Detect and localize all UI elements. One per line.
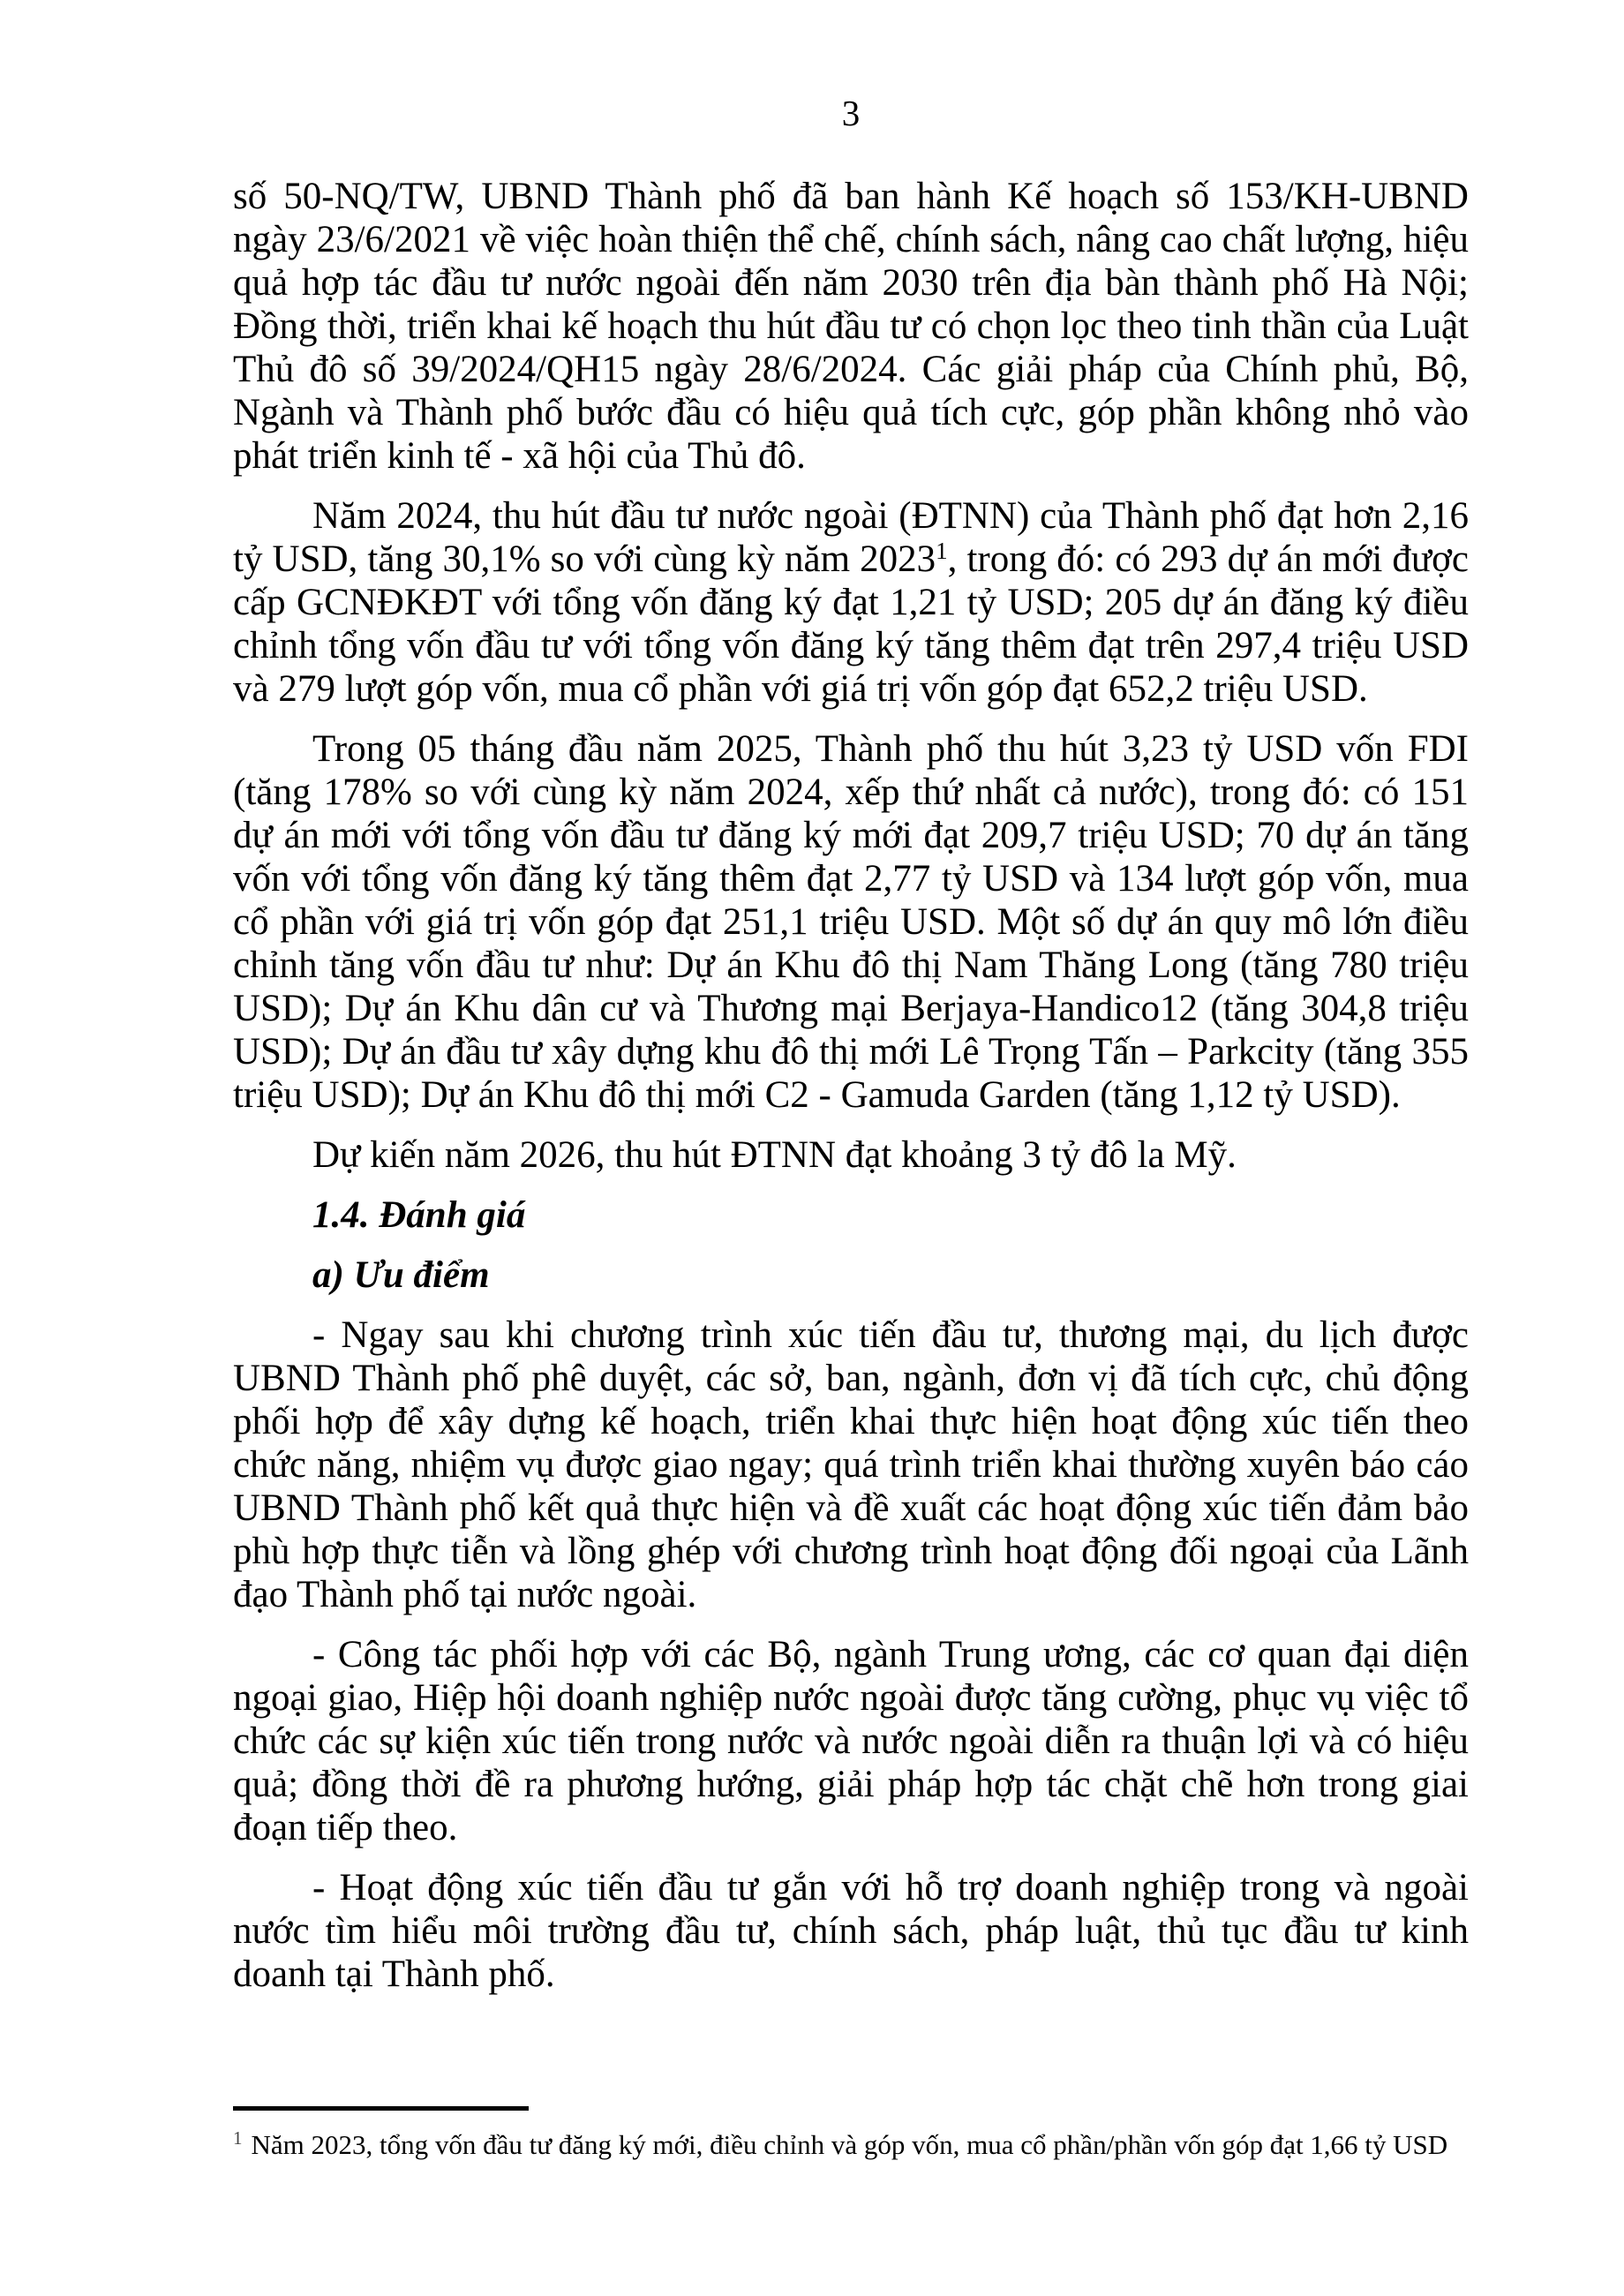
paragraph-fdi-2024-text-after: , trong đó: có 293 dự án mới được cấp GCNĐKĐT với tổng vốn đăng ký đạt 1,21 tỷ USD; 205 dự án đăng ký điều chỉnh tổng vốn đầu tư với tổng vốn đăng ký tăng thêm đạt trên 297,4 triệu USD và 279 lượt góp vốn, mua cổ phần với giá trị vốn góp đạt 652,2 triệu USD. (233, 538, 1470, 710)
document-body (233, 175, 1469, 2013)
paragraph-advantage-2: - Công tác phối hợp với các Bộ, ngành Trung ương, các cơ quan đại diện ngoại giao, Hiệp hội doanh nghiệp nước ngoài được tăng cường, phục vụ việc tổ chức các sự kiện xúc tiến trong nước và nước ngoài diễn ra thuận lợi và có hiệu quả; đồng thời đề ra phương hướng, giải pháp hợp tác chặt chẽ hơn trong giai đoạn tiếp theo. (233, 1634, 1469, 1848)
paragraph-forecast-2026: Dự kiến năm 2026, thu hút ĐTNN đạt khoảng 3 tỷ đô la Mỹ. (312, 1134, 1237, 1176)
footnote-marker-1: 1 (233, 2127, 243, 2149)
heading-a-uu-diem: a) Ưu điểm (312, 1254, 490, 1296)
paragraph-fdi-2025: Trong 05 tháng đầu năm 2025, Thành phố thu hút 3,23 tỷ USD vốn FDI (tăng 178% so với cùng kỳ năm 2024, xếp thứ nhất cả nước), trong đó: có 151 dự án mới với tổng vốn đầu tư đăng ký mới đạt 209,7 triệu USD; 70 dự án tăng vốn với tổng vốn đăng ký tăng thêm đạt 2,77 tỷ USD và 134 lượt góp vốn, mua cổ phần với giá trị vốn góp đạt 251,1 triệu USD. Một số dự án quy mô lớn điều chỉnh tăng vốn đầu tư như: Dự án Khu đô thị Nam Thăng Long (tăng 780 triệu USD); Dự án Khu dân cư và Thương mại Berjaya-Handico12 (tăng 304,8 triệu USD); Dự án đầu tư xây dựng khu đô thị mới Lê Trọng Tấn – Parkcity (tăng 355 triệu USD); Dự án Khu đô thị mới C2 - Gamuda Garden (tăng 1,12 tỷ USD). (233, 728, 1469, 1116)
paragraph-advantage-1: - Ngay sau khi chương trình xúc tiến đầu tư, thương mại, du lịch được UBND Thành phố phê duyệt, các sở, ban, ngành, đơn vị đã tích cực, chủ động phối hợp để xây dựng kế hoạch, triển khai thực hiện hoạt động xúc tiến theo chức năng, nhiệm vụ được giao ngay; quá trình triển khai thường xuyên báo cáo UBND Thành phố kết quả thực hiện và đề xuất các hoạt động xúc tiến đảm bảo phù hợp thực tiễn và lồng ghép với chương trình hoạt động đối ngoại của Lãnh đạo Thành phố tại nước ngoài. (233, 1314, 1469, 1615)
page-number: 3 (841, 93, 861, 133)
footnote-text: Năm 2023, tổng vốn đầu tư đăng ký mới, điều chỉnh và góp vốn, mua cổ phần/phần vốn góp đạt 1,66 tỷ USD (251, 2129, 1448, 2160)
footnote (233, 2128, 1469, 2162)
footnote-reference-1: 1 (936, 538, 948, 564)
footnote-section (233, 2106, 1469, 2162)
heading-1-4-danh-gia: 1.4. Đánh giá (312, 1194, 526, 1236)
paragraph-continuation: số 50-NQ/TW, UBND Thành phố đã ban hành Kế hoạch số 153/KH-UBND ngày 23/6/2021 về việc hoàn thiện thể chế, chính sách, nâng cao chất lượng, hiệu quả hợp tác đầu tư nước ngoài đến năm 2030 trên địa bàn thành phố Hà Nội; Đồng thời, triển khai kế hoạch thu hút đầu tư có chọn lọc theo tinh thần của Luật Thủ đô số 39/2024/QH15 ngày 28/6/2024. Các giải pháp của Chính phủ, Bộ, Ngành và Thành phố bước đầu có hiệu quả tích cực, góp phần không nhỏ vào phát triển kinh tế - xã hội của Thủ đô. (233, 176, 1469, 477)
paragraph-fdi-2024-text: Năm 2024, thu hút đầu tư nước ngoài (ĐTNN) của Thành phố đạt hơn 2,16 tỷ USD, tăng 30,1% so với cùng kỳ năm 2023 (233, 495, 1469, 580)
paragraph-advantage-3: - Hoạt động xúc tiến đầu tư gắn với hỗ trợ doanh nghiệp trong và ngoài nước tìm hiểu môi trường đầu tư, chính sách, pháp luật, thủ tục đầu tư kinh doanh tại Thành phố. (233, 1867, 1469, 1995)
paragraph-fdi-2024 (233, 494, 1469, 711)
footnote-separator-line (233, 2106, 529, 2111)
